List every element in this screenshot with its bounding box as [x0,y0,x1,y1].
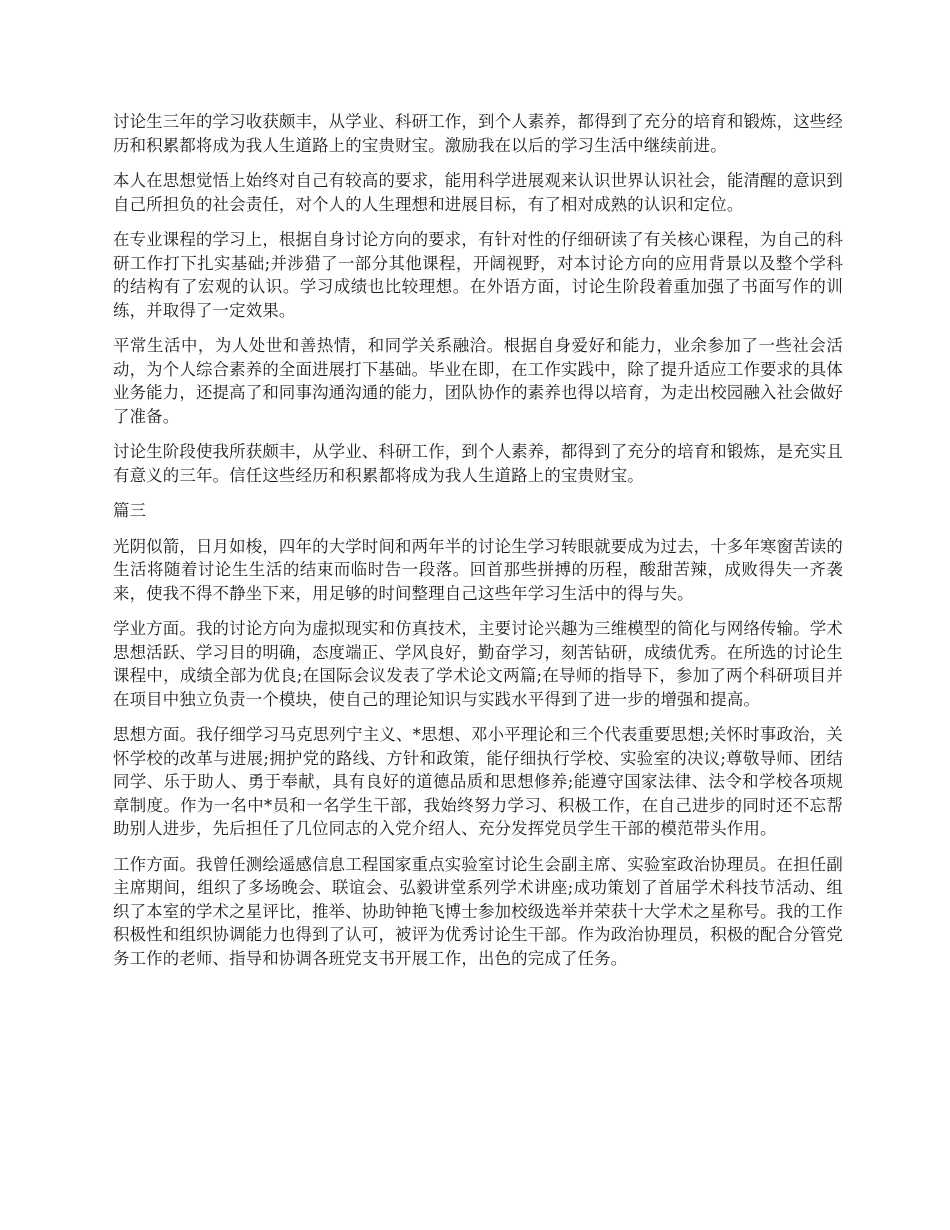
paragraph-3: 在专业课程的学习上，根据自身讨论方向的要求，有针对性的仔细研读了有关核心课程，为自己的科研工作打下扎实基础;并涉猎了一部分其他课程，开阔视野，对本讨论方向的应用背景以及整个学科的结构有了宏观的认识。学习成绩也比较理想。在外语方面，讨论生阶段着重加强了书面写作的训练，并取得了一定效果。 [113,230,843,320]
paragraph-6: 光阴似箭，日月如梭，四年的大学时间和两年半的讨论生学习转眼就要成为过去，十多年寒窗苦读的生活将随着讨论生生活的结束而临时告一段落。回首那些拼搏的历程，酸甜苦辣，成败得失一齐袭来，使我不得不静坐下来，用足够的时间整理自己这些年学习生活中的得与失。 [113,536,843,603]
paragraph-5: 讨论生阶段使我所获颇丰，从学业、科研工作，到个人素养，都得到了充分的培育和锻炼，是充实且有意义的三年。信任这些经历和积累都将成为我人生道路上的宝贵财宝。 [113,442,843,485]
paragraph-7: 学业方面。我的讨论方向为虚拟现实和仿真技术，主要讨论兴趣为三维模型的简化与网络传输。学术思想活跃、学习目的明确，态度端正、学风良好，勤奋学习，刻苦钻研，成绩优秀。在所选的讨论生课程中，成绩全部为优良;在国际会议发表了学术论文两篇;在导师的指导下，参加了两个科研项目并在项目中独立负责一个模块，使自己的理论知识与实践水平得到了进一步的增强和提高。 [113,619,843,709]
paragraph-2: 本人在思想觉悟上始终对自己有较高的要求，能用科学进展观来认识世界认识社会，能清醒的意识到自己所担负的社会责任，对个人的人生理想和进展目标，有了相对成熟的认识和定位。 [113,171,843,214]
paragraph-9: 工作方面。我曾任测绘遥感信息工程国家重点实验室讨论生会副主席、实验室政治协理员。在担任副主席期间，组织了多场晚会、联谊会、弘毅讲堂系列学术讲座;成功策划了首届学术科技节活动、组织了本室的学术之星评比，推举、协助钟艳飞博士参加校级选举并荣获十大学术之星称号。我的工作积极性和组织协调能力也得到了认可，被评为优秀讨论生干部。作为政治协理员，积极的配合分管党务工作的老师、指导和协调各班党支书开展工作，出色的完成了任务。 [113,854,843,968]
paragraph-4: 平常生活中，为人处世和善热情，和同学关系融洽。根据自身爱好和能力，业余参加了一些社会活动，为个人综合素养的全面进展打下基础。毕业在即，在工作实践中，除了提升适应工作要求的具体业务能力，还提高了和同事沟通沟通的能力，团队协作的素养也得以培育，为走出校园融入社会做好了准备。 [113,336,843,426]
paragraph-8: 思想方面。我仔细学习马克思列宁主义、*思想、邓小平理论和三个代表重要思想;关怀时事政治，关怀学校的改革与进展;拥护党的路线、方针和政策，能仔细执行学校、实验室的决议;尊敬导师、团结同学、乐于助人、勇于奉献，具有良好的道德品质和思想修养;能遵守国家法律、法令和学校各项规章制度。作为一名中*员和一名学生干部，我始终努力学习、积极工作，在自己进步的同时还不忘帮助别人进步，先后担任了几位同志的入党介绍人、充分发挥党员学生干部的模范带头作用。 [113,725,843,838]
paragraph-1: 讨论生三年的学习收获颇丰，从学业、科研工作，到个人素养，都得到了充分的培育和锻炼，这些经历和积累都将成为我人生道路上的宝贵财宝。激励我在以后的学习生活中继续前进。 [113,112,843,155]
section-heading: 篇三 [113,501,147,520]
document-page [113,110,843,982]
